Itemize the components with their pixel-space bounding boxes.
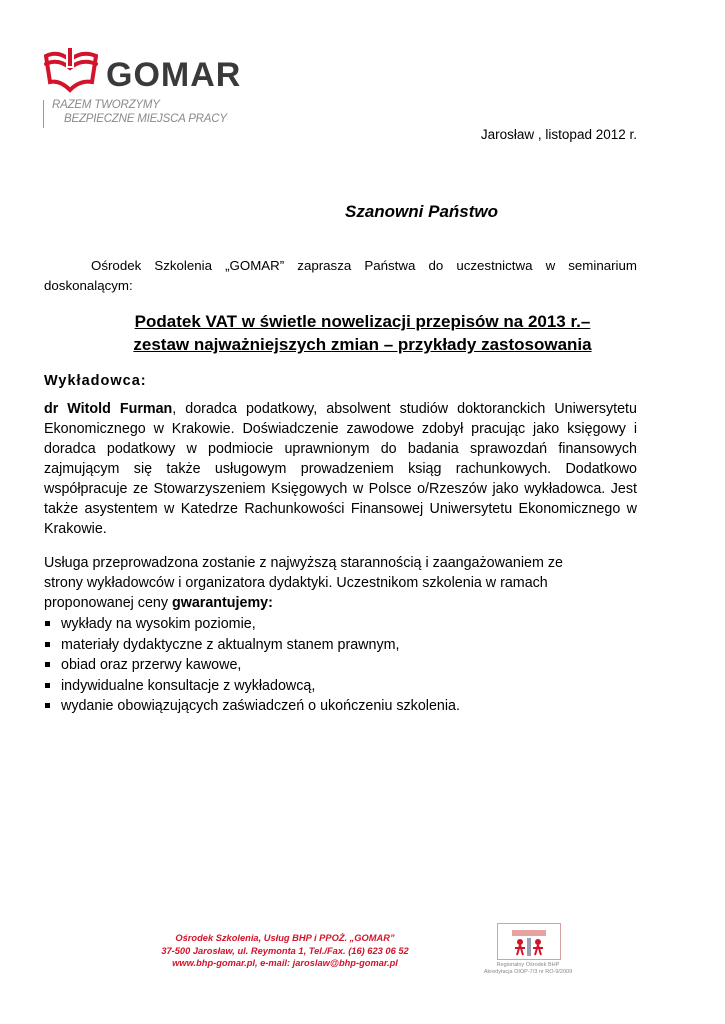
bullet-square-icon (45, 703, 50, 708)
date-line: Jarosław , listopad 2012 r. (480, 127, 637, 142)
logo-tagline-line-1: RAZEM TWORZYMY (52, 99, 160, 111)
bullet-square-icon (45, 642, 50, 647)
list-item-text: indywidualne konsultacje z wykładowcą, (61, 677, 316, 694)
salutation: Szanowni Państwo (345, 202, 499, 221)
lecturer-bio-text: , doradca podatkowy, absolwent studiów doktoranckich Uniwersytetu Ekonomicznego w Krakowie. Doświadczenie zawodowe zdobył pracując jako księgowy i doradca podatkowy w podmiocie uprawnionym do badania sprawozdań finansowych zajmującym się także usługowym prowadzeniem ksiąg rachunkowych. Dodatkowo współpracuje ze Stowarzyszeniem Księgowych w Polsce o/Rzeszów jako wykładowca. Jest także asystentem w Katedrze Rachunkowości Finansowej Uniwersytetu Ekonomicznego w Krakowie. (44, 401, 637, 537)
bullet-square-icon (45, 662, 50, 667)
list-item (44, 655, 624, 676)
intro-paragraph: Ośrodek Szkolenia „GOMAR” zaprasza Państwa do uczestnictwa w seminarium doskonalącym: (44, 258, 637, 293)
seminar-title-line-2: zestaw najważniejszych zmian – przykłady zastosowania (133, 335, 592, 354)
guarantees-list (44, 614, 624, 717)
seminar-title (44, 310, 681, 356)
list-item-text: materiały dydaktyczne z aktualnym stanem prawnym, (61, 636, 400, 653)
service-paragraph (44, 553, 604, 613)
footer-line-2: 37-500 Jarosław, ul. Reymonta 1, Tel./Fax. (16) 623 06 52 (161, 945, 409, 956)
logo-tagline-line-2: BEZPIECZNE MIEJSCA PRACY (64, 113, 227, 125)
accreditation-caption (470, 962, 586, 976)
lecturer-name: dr Witold Furman (44, 401, 173, 417)
logo-divider (43, 100, 44, 128)
list-item-text: obiad oraz przerwy kawowe, (61, 657, 242, 673)
lecturer-heading: Wykładowca: (44, 373, 147, 389)
accreditation-caption-line-2: Akredytacja OIOP-7/3 nr RO-9/2009 (483, 969, 573, 975)
seminar-title-line-1: Podatek VAT w świetle nowelizacji przepisów na 2013 r.– (134, 312, 591, 331)
list-item (44, 676, 624, 697)
service-text: Usługa przeprowadzona zostanie z najwyższą starannością i zaangażowaniem ze strony wykładowców i organizatora dydaktyki. Uczestnikom szkolenia w ramach proponowanej ceny (44, 555, 563, 611)
accreditation-logo-icon (497, 923, 561, 960)
footer-line-3: www.bhp-gomar.pl, e-mail: jaroslaw@bhp-gomar.pl (172, 958, 398, 968)
lecturer-bio (44, 399, 637, 539)
list-item-text: wydanie obowiązujących zaświadczeń o ukończeniu szkolenia. (61, 698, 460, 714)
bullet-square-icon (45, 683, 50, 688)
footer-line-1: Ośrodek Szkolenia, Usług BHP i PPOŻ. „GOMAR” (175, 933, 395, 943)
list-item-text: wykłady na wysokim poziomie, (61, 616, 256, 632)
logo-wordmark: GOMAR (106, 56, 242, 94)
list-item (44, 614, 624, 635)
logo-tagline (52, 98, 227, 126)
gomar-logo-icon (40, 46, 102, 96)
bullet-square-icon (45, 621, 50, 626)
accreditation-caption-line-1: Regionalny Ośrodek BHP (496, 962, 560, 968)
list-item (44, 696, 624, 717)
list-item (44, 635, 624, 656)
footer-address (140, 932, 430, 970)
service-guarantee-label: gwarantujemy: (171, 595, 273, 611)
